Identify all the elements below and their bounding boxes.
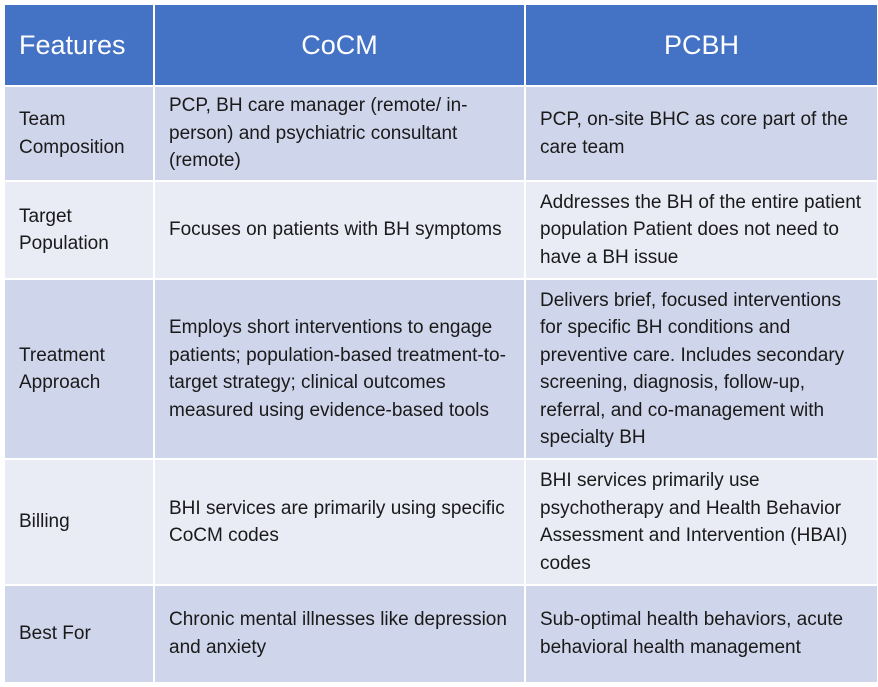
feature-cell: Best For (5, 586, 153, 682)
feature-cell: Billing (5, 460, 153, 583)
row-billing (5, 460, 877, 583)
pcbh-cell: Sub-optimal health behaviors, acute behavioral health management (526, 586, 877, 682)
row-best-for (5, 586, 877, 682)
feature-cell: Team Composition (5, 87, 153, 180)
feature-cell: Target Population (5, 182, 153, 278)
header-features: Features (5, 5, 153, 85)
cocm-cell: Focuses on patients with BH symptoms (155, 182, 524, 278)
pcbh-cell: Addresses the BH of the entire patient population Patient does not need to have a BH issue (526, 182, 877, 278)
header-pcbh: PCBH (526, 5, 877, 85)
row-team-composition (5, 87, 877, 180)
cocm-cell: Employs short interventions to engage patients; population-based treatment-to-target strategy; clinical outcomes measured using evidence-based tools (155, 280, 524, 458)
pcbh-cell: PCP, on-site BHC as core part of the care team (526, 87, 877, 180)
header-cocm: CoCM (155, 5, 524, 85)
cocm-cell: PCP, BH care manager (remote/ in-person) and psychiatric consultant (remote) (155, 87, 524, 180)
row-treatment-approach (5, 280, 877, 458)
pcbh-cell: BHI services primarily use psychotherapy and Health Behavior Assessment and Intervention (HBAI) codes (526, 460, 877, 583)
feature-cell: Treatment Approach (5, 280, 153, 458)
header-row (5, 5, 877, 85)
cocm-cell: BHI services are primarily using specific CoCM codes (155, 460, 524, 583)
comparison-table-wrapper (3, 3, 875, 684)
comparison-table (3, 3, 878, 684)
cocm-cell: Chronic mental illnesses like depression and anxiety (155, 586, 524, 682)
row-target-population (5, 182, 877, 278)
pcbh-cell: Delivers brief, focused interventions for specific BH conditions and preventive care. Includes secondary screening, diagnosis, follow-up, referral, and co-management with specialty BH (526, 280, 877, 458)
